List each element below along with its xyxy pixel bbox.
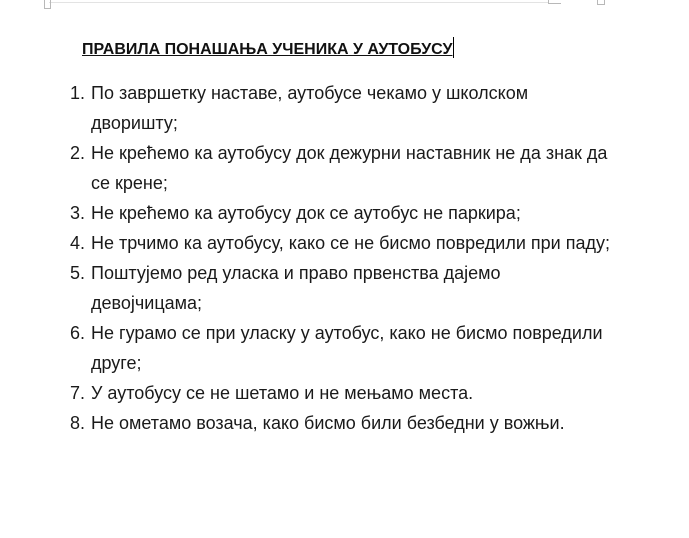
document-title[interactable] — [82, 37, 454, 59]
list-item-text: У аутобусу се не шетамо и не мењамо места. — [91, 383, 474, 403]
list-item[interactable] — [70, 378, 610, 408]
list-item-number: 4. — [70, 233, 86, 253]
document-title-text: ПРАВИЛА ПОНАШАЊА УЧЕНИКА У АУТОБУСУ — [82, 41, 453, 58]
crop-mark-top-right-a — [548, 0, 561, 4]
list-item-number: 6. — [70, 323, 86, 343]
list-item[interactable] — [70, 138, 610, 198]
list-item-text: Не ометамо возача, како бисмо били безбедни у вожњи. — [91, 413, 565, 433]
list-item-text: Не крећемо ка аутобусу док се аутобус не паркира; — [91, 203, 521, 223]
list-item[interactable] — [70, 258, 610, 318]
list-item-number: 7. — [70, 383, 86, 403]
list-item[interactable] — [70, 408, 610, 438]
text-cursor — [453, 37, 454, 58]
list-item-text: Не трчимо ка аутобусу, како се не бисмо повредили при паду; — [91, 233, 610, 253]
list-item-number: 3. — [70, 203, 86, 223]
list-item-text: Не гурамо се при уласку у аутобус, како не бисмо повредили друге; — [91, 323, 603, 373]
rules-list — [70, 78, 610, 438]
list-item-text: По завршетку наставе, аутобусе чекамо у школском дворишту; — [91, 83, 529, 133]
list-item[interactable] — [70, 228, 610, 258]
list-item-number: 2. — [70, 143, 86, 163]
list-item-text: Поштујемо ред уласка и право првенства дајемо девојчицама; — [91, 263, 501, 313]
list-item[interactable] — [70, 318, 610, 378]
list-item-number: 5. — [70, 263, 86, 283]
list-item-number: 1. — [70, 83, 86, 103]
crop-mark-top-right-b — [597, 0, 605, 5]
list-item-number: 8. — [70, 413, 86, 433]
list-item-text: Не крећемо ка аутобусу док дежурни наставник не да знак да се крене; — [91, 143, 608, 193]
list-item[interactable] — [70, 198, 610, 228]
crop-mark-top-left — [44, 0, 51, 9]
page-top-boundary — [49, 2, 548, 3]
list-item[interactable] — [70, 78, 610, 138]
